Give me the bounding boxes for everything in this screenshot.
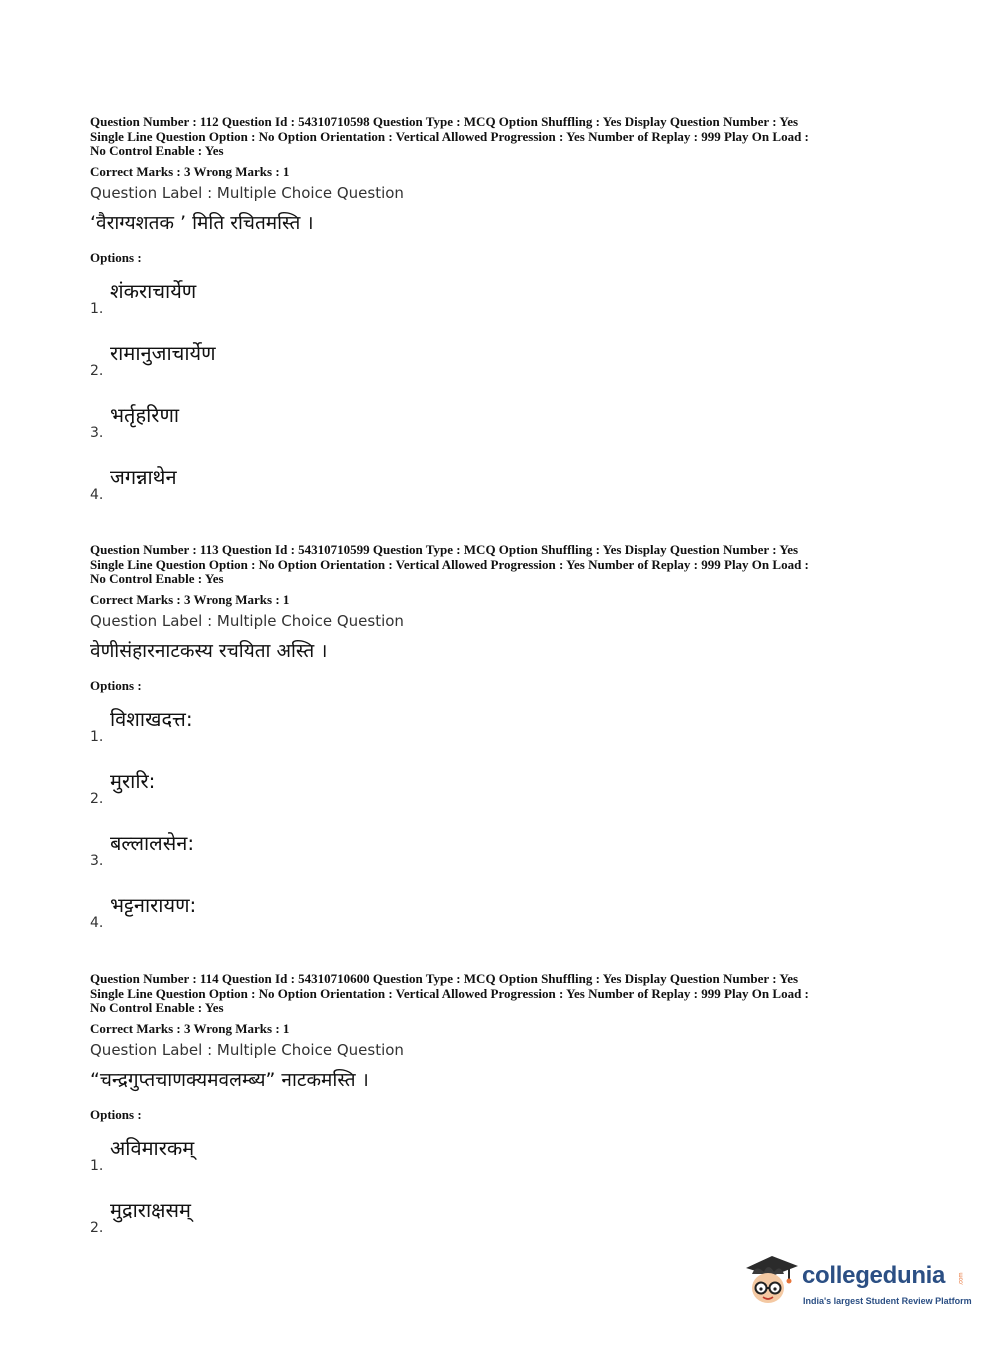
option-number: 2. — [90, 1219, 104, 1236]
meta-line-2: Single Line Question Option : No Option Orientation : Vertical Allowed Progression : Yes Number of Replay : 999 Play On Load : — [90, 985, 809, 1001]
options-heading: Options : — [90, 1106, 142, 1122]
meta-line-1: Question Number : 114 Question Id : 54310710600 Question Type : MCQ Option Shuffling : Yes Display Question Number : Yes — [90, 971, 799, 986]
option-2[interactable] — [90, 759, 920, 821]
option-1[interactable] — [90, 269, 920, 331]
option-number: 4. — [90, 486, 104, 503]
option-text: भट्टनारायण: — [110, 892, 197, 917]
meta-line-2: Single Line Question Option : No Option Orientation : Vertical Allowed Progression : Yes Number of Replay : 999 Play On Load : — [90, 556, 809, 572]
option-1[interactable] — [90, 1126, 920, 1188]
option-text: शंकराचार्येण — [110, 278, 197, 303]
meta-line-2: Single Line Question Option : No Option Orientation : Vertical Allowed Progression : Yes Number of Replay : 999 Play On Load : — [90, 128, 809, 144]
option-number: 2. — [90, 362, 104, 379]
option-number: 2. — [90, 790, 104, 807]
option-text: जगन्नाथेन — [110, 464, 177, 489]
question-marks: Correct Marks : 3 Wrong Marks : 1 — [90, 1020, 290, 1036]
option-number: 1. — [90, 1157, 104, 1174]
question-meta — [90, 543, 920, 587]
option-number: 3. — [90, 852, 104, 869]
option-3[interactable] — [90, 393, 920, 455]
option-text: बल्लालसेन: — [110, 830, 195, 855]
option-number: 4. — [90, 914, 104, 931]
question-label: Question Label : Multiple Choice Question — [90, 183, 404, 202]
option-2[interactable] — [90, 1188, 920, 1250]
question-meta — [90, 972, 920, 1016]
option-text: मुरारि: — [110, 768, 156, 793]
option-number: 1. — [90, 300, 104, 317]
option-text: मुद्राराक्षसम् — [110, 1197, 191, 1222]
question-marks: Correct Marks : 3 Wrong Marks : 1 — [90, 163, 290, 179]
brand-name: collegedunia — [802, 1262, 946, 1289]
option-text: भर्तृहरिणा — [110, 402, 180, 427]
option-1[interactable] — [90, 697, 920, 759]
question-text: वेणीसंहारनाटकस्य रचयिता अस्ति । — [90, 639, 328, 662]
question-marks: Correct Marks : 3 Wrong Marks : 1 — [90, 591, 290, 607]
question-label: Question Label : Multiple Choice Question — [90, 611, 404, 630]
meta-line-1: Question Number : 112 Question Id : 54310710598 Question Type : MCQ Option Shuffling : Yes Display Question Number : Yes — [90, 114, 799, 129]
question-label: Question Label : Multiple Choice Question — [90, 1040, 404, 1059]
question-112 — [90, 115, 920, 517]
meta-line-3: No Control Enable : Yes — [90, 571, 224, 586]
option-text: अविमारकम् — [110, 1135, 195, 1160]
brand-tagline: India's largest Student Review Platform — [803, 1296, 972, 1306]
graduate-mascot-icon — [742, 1250, 802, 1310]
option-2[interactable] — [90, 331, 920, 393]
options-heading: Options : — [90, 677, 142, 693]
option-4[interactable] — [90, 455, 920, 517]
meta-line-3: No Control Enable : Yes — [90, 1000, 224, 1015]
option-3[interactable] — [90, 821, 920, 883]
option-text: विशाखदत्त: — [110, 706, 193, 731]
option-number: 1. — [90, 728, 104, 745]
option-4[interactable] — [90, 883, 920, 945]
option-text: रामानुजाचार्येण — [110, 340, 216, 365]
option-number: 3. — [90, 424, 104, 441]
question-114 — [90, 972, 920, 1250]
collegedunia-watermark — [742, 1250, 972, 1310]
question-text: ‘वैराग्यशतक ’ मिति रचितमस्ति । — [90, 211, 314, 234]
options-heading: Options : — [90, 249, 142, 265]
question-text: “चन्द्रगुप्तचाणक्यमवलम्ब्य” नाटकमस्ति । — [90, 1068, 369, 1091]
question-meta — [90, 115, 920, 159]
meta-line-1: Question Number : 113 Question Id : 54310710599 Question Type : MCQ Option Shuffling : Yes Display Question Number : Yes — [90, 542, 799, 557]
question-113 — [90, 543, 920, 945]
brand-suffix: .com — [958, 1272, 965, 1286]
meta-line-3: No Control Enable : Yes — [90, 143, 224, 158]
